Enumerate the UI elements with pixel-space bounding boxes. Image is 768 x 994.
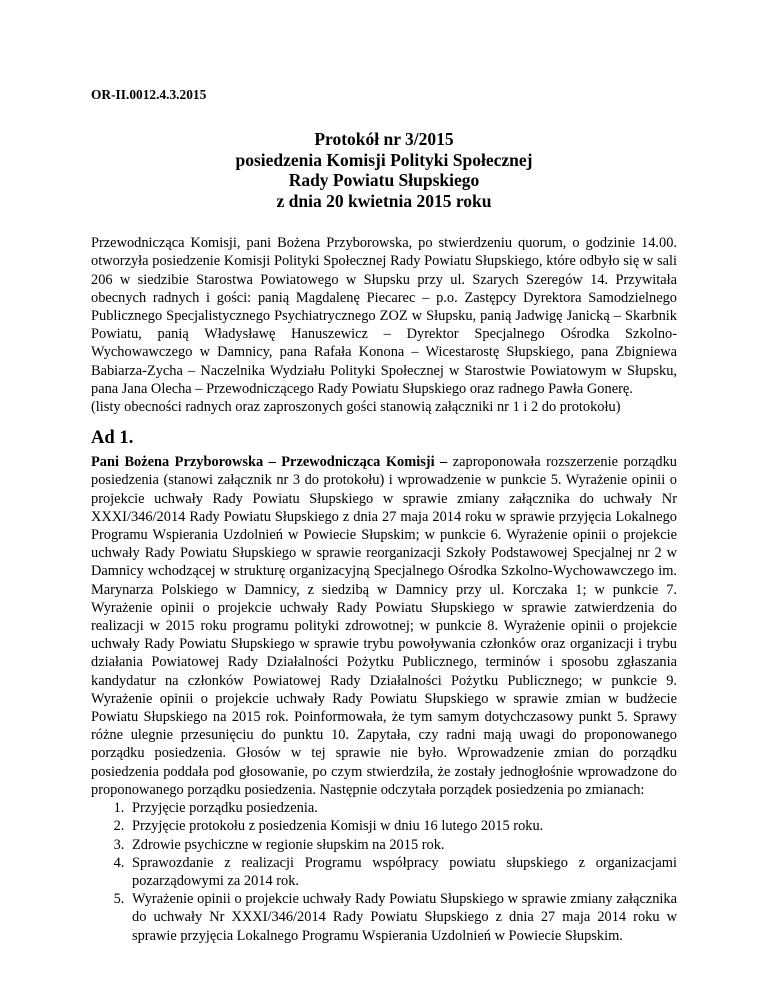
document-title — [91, 129, 677, 211]
title-line: Protokół nr 3/2015 — [314, 129, 454, 150]
title-line: z dnia 20 kwietnia 2015 roku — [276, 190, 492, 211]
agenda-item: 1. Przyjęcie porządku posiedzenia. — [128, 799, 677, 817]
title-line: Rady Powiatu Słupskiego — [288, 170, 480, 191]
agenda-item: 2. Przyjęcie protokołu z posiedzenia Komisji w dniu 16 lutego 2015 roku. — [128, 817, 677, 835]
ad1-paragraph — [91, 453, 677, 799]
document-reference-number: OR-II.0012.4.3.2015 — [91, 87, 207, 102]
agenda-item: 3. Zdrowie psychiczne w regionie słupskim na 2015 rok. — [128, 836, 677, 854]
agenda-list — [91, 799, 677, 945]
agenda-item: 4. Sprawozdanie z realizacji Programu współpracy powiatu słupskiego z organizacjami pozarządowymi za 2014 rok. — [128, 854, 677, 890]
intro-paragraph: Przewodnicząca Komisji, pani Bożena Przyborowska, po stwierdzeniu quorum, o godzinie 14.00. otworzyła posiedzenie Komisji Polityki Społecznej Rady Powiatu Słupskiego, które odbyło się w sali 206 w siedzibie Starostwa Powiatowego w Słupsku przy ul. Szarych Szeregów 14. Przywitała obecnych radnych i gości: panią Magdalenę Piecarec – p.o. Zastępcy Dyrektora Samodzielnego Publicznego Specjalistycznego Psychiatrycznego ZOZ w Słupsku, panią Jadwigę Janicką – Skarbnik Powiatu, panią Władysławę Hanuszewicz – Dyrektor Specjalnego Ośrodka Szkolno-Wychowawczego w Damnicy, pana Rafała Konona – Wicestarostę Słupskiego, pana Zbigniewa Babiarza-Zycha – Naczelnika Wydziału Polityki Społecznej w Starostwie Powiatowym w Słupsku, pana Jana Olecha – Przewodniczącego Rady Powiatu Słupskiego oraz radnego Pawła Gonerę. — [91, 235, 677, 397]
ad1-speaker: Pani Bożena Przyborowska – Przewodnicząca Komisji – — [91, 454, 448, 471]
title-line: posiedzenia Komisji Polityki Społecznej — [235, 149, 533, 170]
ad1-text: zaproponowała rozszerzenie porządku posiedzenia (stanowi załącznik nr 3 do protokołu) i wprowadzenie w punkcie 5. Wyrażenie opinii o projekcie uchwały Rady Powiatu Słupskiego w sprawie zmiany załącznika do uchwały Nr XXXI/346/2014 Rady Powiatu Słupskiego z dnia 27 maja 2014 roku w sprawie przyjęcia Lokalnego Programu Wspierania Uzdolnień w Powiecie Słupskim; w punkcie 6. Wyrażenie opinii o projekcie uchwały Rady Powiatu Słupskiego w sprawie reorganizacji Szkoły Podstawowej Specjalnej nr 2 w Damnicy wchodzącej w strukturę organizacyjną Specjalnego Ośrodka Szkolno-Wychowawczego im. Marynarza Polskiego w Damnicy, z siedzibą w Damnicy przy ul. Korczaka 1; w punkcie 7. Wyrażenie opinii o projekcie uchwały Rady Powiatu Słupskiego w sprawie zatwierdzenia do realizacji w 2015 roku programu polityki zdrowotnej; w punkcie 8. Wyrażenie opinii o projekcie uchwały Rady Powiatu Słupskiego w sprawie trybu powoływania członków oraz organizacji i trybu działania Powiatowej Rady Działalności Pożytku Publicznego, terminów i sposobu zgłaszania kandydatur na członków Powiatowej Rady Działalności Pożytku Publicznego; w punkcie 9. Wyrażenie opinii o projekcie uchwały Rady Powiatu Słupskiego w sprawie zmian w budżecie Powiatu Słupskiego na 2015 rok. Poinformowała, że tym samym dotychczasowy punkt 5. Sprawy różne ulegnie przesunięciu do punktu 10. Zapytała, czy radni mają uwagi do proponowanego porządku posiedzenia. Głosów w tej sprawie nie było. Wprowadzenie zmian do porządku posiedzenia poddała pod głosowanie, po czym stwierdziła, że zostały jednogłośnie wprowadzone do proponowanego porządku posiedzenia. Następnie odczytała porządek posiedzenia po zmianach: — [91, 454, 677, 798]
section-heading-ad1: Ad 1. — [91, 427, 134, 449]
attachments-note: (listy obecności radnych oraz zaproszonych gości stanowią załączniki nr 1 i 2 do protokołu) — [91, 399, 621, 416]
agenda-item: 5. Wyrażenie opinii o projekcie uchwały Rady Powiatu Słupskiego w sprawie zmiany załącznika do uchwały Nr XXXI/346/2014 Rady Powiatu Słupskiego z dnia 27 maja 2014 roku w sprawie przyjęcia Lokalnego Programu Wspierania Uzdolnień w Powiecie Słupskim. — [128, 890, 677, 945]
